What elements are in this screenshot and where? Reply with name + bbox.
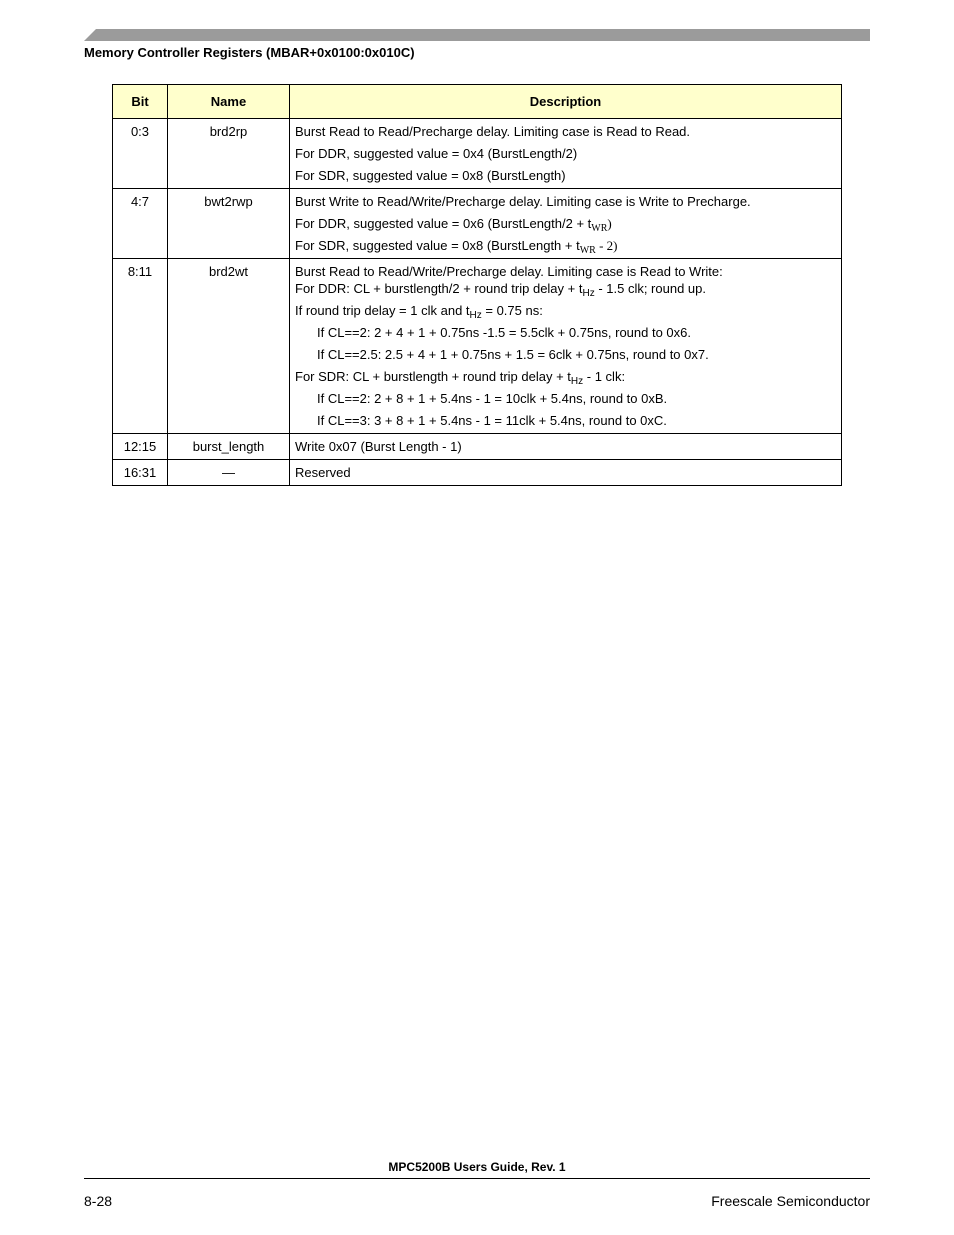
footer-document-title: MPC5200B Users Guide, Rev. 1 [388,1160,566,1174]
table-header-row [113,85,842,119]
column-header-name: Name [168,85,290,119]
text-segment: For SDR: CL + burstlength + round trip delay + t [295,369,571,384]
description-line [295,368,836,385]
bit-cell: 16:31 [113,460,168,486]
description-cell [290,259,842,434]
section-header: Memory Controller Registers (MBAR+0x0100:0x010C) [84,45,415,60]
table-row [113,259,842,434]
subscript: WR [579,245,596,256]
description-line: For SDR, suggested value = 0x8 (BurstLength) [295,168,566,183]
description-cell [290,189,842,259]
description-line: Burst Read to Read/Precharge delay. Limiting case is Read to Read. [295,124,691,139]
name-cell: burst_length [168,434,290,460]
footer-divider [84,1178,870,1179]
column-header-bit: Bit [113,85,168,119]
text-segment: ) [607,216,612,231]
text-segment: For SDR, suggested value = 0x8 (BurstLength + t [295,238,580,253]
description-line: For DDR, suggested value = 0x4 (BurstLength/2) [295,146,578,161]
text-segment: - 1 clk: [583,369,626,384]
table-row [113,460,842,486]
description-line [295,215,836,232]
column-header-description: Description [290,85,842,119]
name-cell: bwt2rwp [168,189,290,259]
description-cell [290,119,842,189]
description-line: If CL==2: 2 + 8 + 1 + 5.4ns - 1 = 10clk + 5.4ns, round to 0xB. [317,391,668,406]
text-segment: For DDR: CL + burstlength/2 + round trip delay + t [295,281,583,296]
description-line: Burst Write to Read/Write/Precharge delay. Limiting case is Write to Precharge. [295,194,751,209]
table-row [113,434,842,460]
description-cell: Write 0x07 (Burst Length - 1) [290,434,842,460]
bit-cell: 0:3 [113,119,168,189]
top-decorative-bar [84,29,870,41]
description-cell: Reserved [290,460,842,486]
subscript: Hz [469,310,482,321]
subscript: Hz [570,376,584,387]
description-line: If CL==2.5: 2.5 + 4 + 1 + 0.75ns + 1.5 = 6clk + 0.75ns, round to 0x7. [317,347,709,362]
description-line [295,280,836,297]
bit-cell: 8:11 [113,259,168,434]
footer-page-number: 8-28 [84,1193,113,1209]
text-segment: If round trip delay = 1 clk and t [295,303,470,318]
description-line [295,237,836,254]
description-line: If CL==2: 2 + 4 + 1 + 0.75ns -1.5 = 5.5clk + 0.75ns, round to 0x6. [317,325,692,340]
bit-cell: 4:7 [113,189,168,259]
name-cell: brd2wt [168,259,290,434]
text-segment: - 1.5 clk; round up. [594,281,706,296]
bit-cell: 12:15 [113,434,168,460]
subscript: Hz [582,288,595,299]
description-line: Burst Read to Read/Write/Precharge delay. Limiting case is Read to Write: [295,264,723,279]
name-cell: brd2rp [168,119,290,189]
text-segment: For DDR, suggested value = 0x6 (BurstLength/2 + t [295,216,592,231]
table-row [113,189,842,259]
subscript: WR [591,223,608,234]
description-line [295,302,836,319]
name-cell: — [168,460,290,486]
register-table [112,84,842,486]
footer-company-name: Freescale Semiconductor [711,1193,870,1209]
text-segment: = 0.75 ns: [481,303,543,318]
text-segment: - 2) [595,238,618,253]
table-row [113,119,842,189]
description-line: If CL==3: 3 + 8 + 1 + 5.4ns - 1 = 11clk + 5.4ns, round to 0xC. [317,413,667,428]
